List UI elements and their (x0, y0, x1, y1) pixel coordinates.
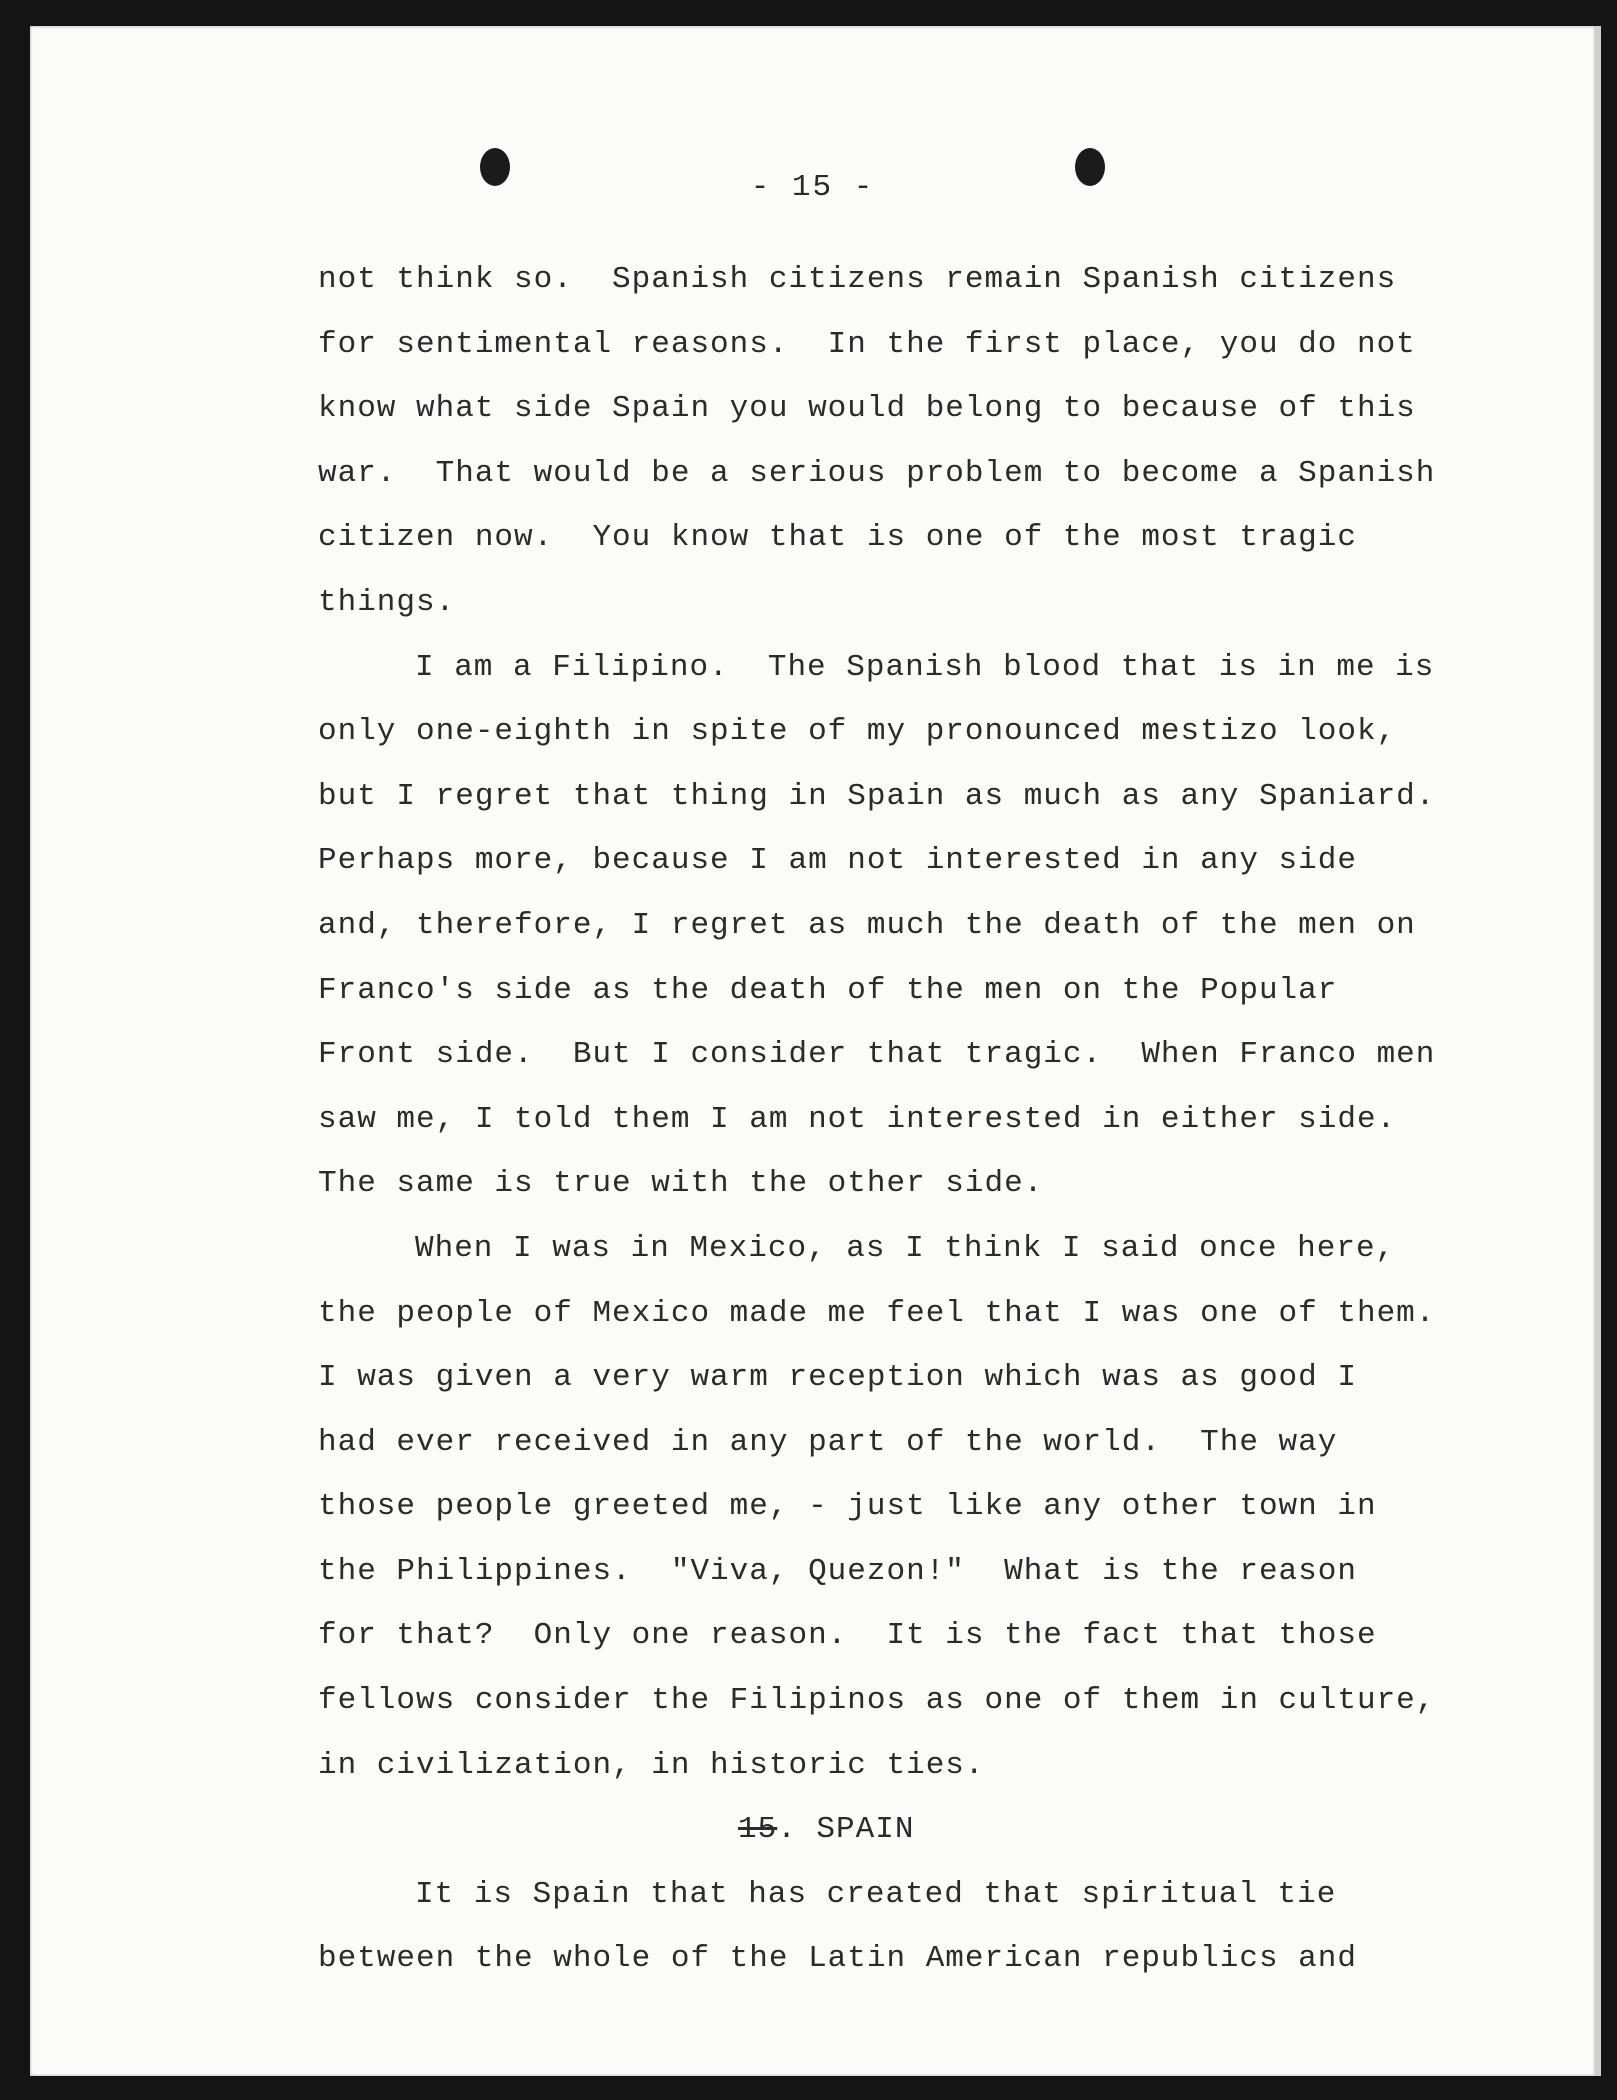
paragraph-2-line: Perhaps more, because I am not interested in any side (318, 843, 1357, 879)
paragraph-1-line: know what side Spain you would belong to because of this (318, 391, 1416, 427)
paragraph-4-line: It is Spain that has created that spiritual tie (415, 1876, 1337, 1912)
document-body (318, 248, 1498, 1992)
page-number: - 15 - (750, 170, 875, 205)
paragraph-1-line: not think so. Spanish citizens remain Spanish citizens (318, 262, 1397, 297)
paragraph-2-line: The same is true with the other side. (318, 1166, 1044, 1202)
paragraph-2-line: and, therefore, I regret as much the death of the men on (318, 907, 1416, 943)
paragraph-2-line: I am a Filipino. The Spanish blood that is in me is (415, 649, 1435, 685)
paragraph-3-line: the Philippines. "Viva, Quezon!" What is the reason (318, 1553, 1357, 1589)
paragraph-3-line: When I was in Mexico, as I think I said once here, (415, 1230, 1396, 1266)
paragraph-2-line: saw me, I told them I am not interested in either side. (318, 1101, 1397, 1137)
paragraph-3-line: had ever received in any part of the world. The way (318, 1424, 1338, 1460)
paragraph-2-line: but I regret that thing in Spain as much as any Spaniard. (318, 778, 1436, 814)
paragraph-2-line: Franco's side as the death of the men on the Popular (318, 972, 1338, 1008)
paragraph-1-line: for sentimental reasons. In the first place, you do not (318, 326, 1416, 362)
paragraph-3-line: I was given a very warm reception which was as good I (318, 1360, 1357, 1396)
paragraph-3-line: in civilization, in historic ties. (318, 1747, 985, 1783)
paragraph-2-line: Front side. But I consider that tragic. When Franco men (318, 1037, 1436, 1073)
paragraph-1-line: war. That would be a serious problem to become a Spanish (318, 455, 1436, 491)
paragraph-3-line: fellows consider the Filipinos as one of them in culture, (318, 1683, 1436, 1719)
paragraph-3-line: those people greeted me, - just like any other town in (318, 1489, 1377, 1525)
paragraph-4-line: between the whole of the Latin American republics and (318, 1941, 1357, 1977)
struck-section-number: 15 (738, 1812, 778, 1848)
section-title: . SPAIN (777, 1812, 915, 1848)
section-heading (318, 1798, 1498, 1863)
paragraph-1-line: citizen now. You know that is one of the most tragic (318, 520, 1357, 556)
paragraph-1-line: things. (318, 584, 456, 620)
paragraph-3-line: the people of Mexico made me feel that I was one of them. (318, 1295, 1436, 1331)
paragraph-3-line: for that? Only one reason. It is the fact that those (318, 1618, 1377, 1654)
paragraph-2-line: only one-eighth in spite of my pronounced mestizo look, (318, 714, 1397, 750)
